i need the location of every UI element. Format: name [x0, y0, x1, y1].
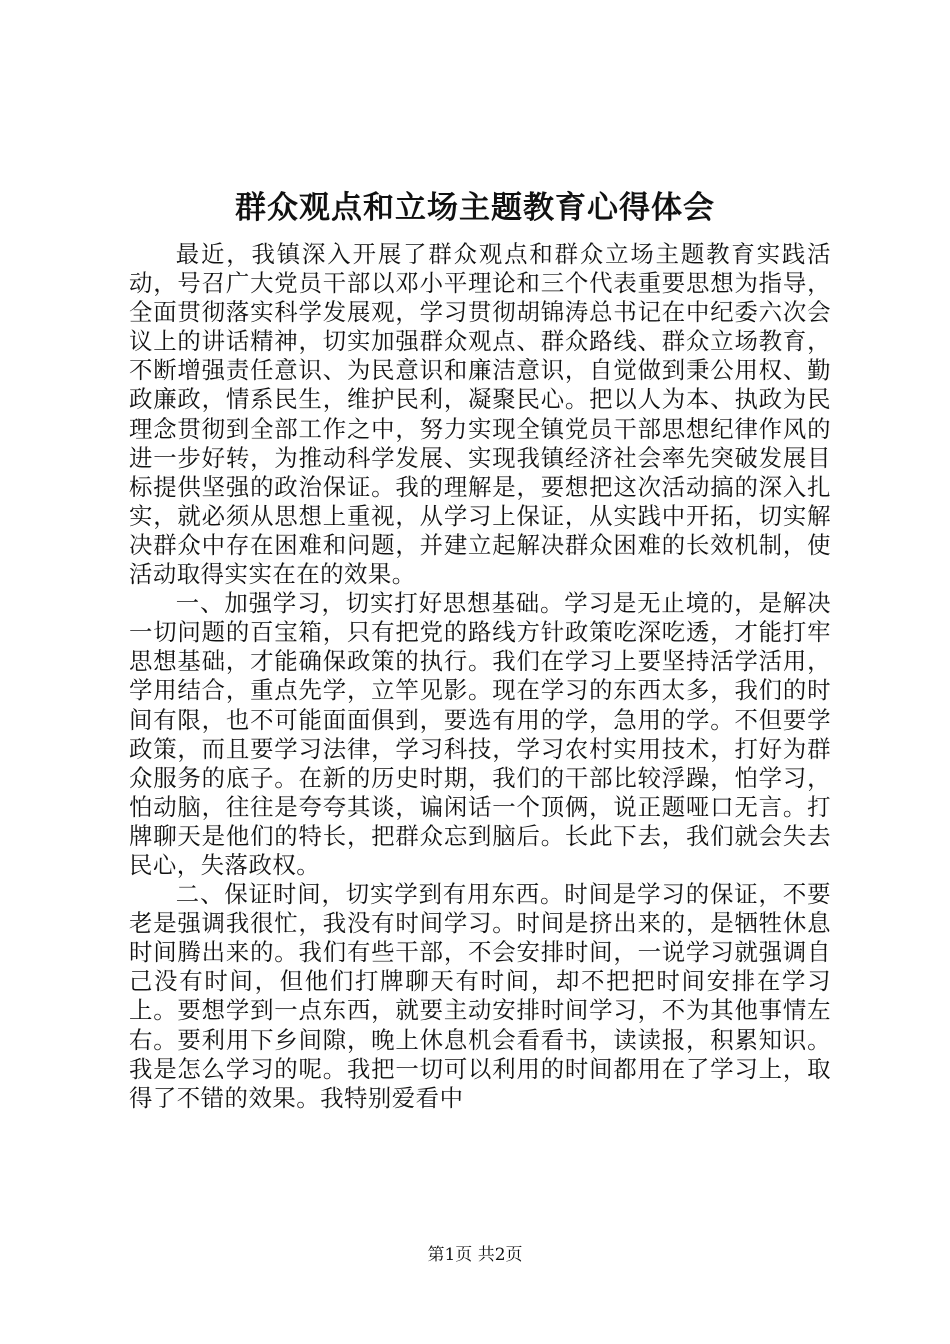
- document-body: [129, 240, 831, 1113]
- paragraph-section-2: 二、保证时间，切实学到有用东西。时间是学习的保证，不要老是强调我很忙，我没有时间学习。时间是挤出来的，是牺牲休息时间腾出来的。我们有些干部，不会安排时间，一说学习就强调自己没有时间，但他们打牌聊天有时间，却不把把时间安排在学习上。要想学到一点东西，就要主动安排时间学习，不为其他事情左右。要利用下乡间隙，晚上休息机会看看书，读读报，积累知识。我是怎么学习的呢。我把一切可以利用的时间都用在了学习上，取得了不错的效果。我特别爱看中: [129, 880, 831, 1112]
- paragraph-section-1: 一、加强学习，切实打好思想基础。学习是无止境的，是解决一切问题的百宝箱，只有把党的路线方针政策吃深吃透，才能打牢思想基础，才能确保政策的执行。我们在学习上要坚持活学活用，学用结合，重点先学，立竿见影。现在学习的东西太多，我们的时间有限，也不可能面面俱到，要选有用的学，急用的学。不但要学政策，而且要学习法律，学习科技，学习农村实用技术，打好为群众服务的底子。在新的历史时期，我们的干部比较浮躁，怕学习，怕动脑，往往是夸夸其谈，谝闲话一个顶俩，说正题哑口无言。打牌聊天是他们的特长，把群众忘到脑后。长此下去，我们就会失去民心，失落政权。: [129, 589, 831, 879]
- document-title: 群众观点和立场主题教育心得体会: [235, 190, 715, 226]
- paragraph-intro: 最近，我镇深入开展了群众观点和群众立场主题教育实践活动，号召广大党员干部以邓小平理论和三个代表重要思想为指导，全面贯彻落实科学发展观，学习贯彻胡锦涛总书记在中纪委六次会议上的讲话精神，切实加强群众观点、群众路线、群众立场教育，不断增强责任意识、为民意识和廉洁意识，自觉做到秉公用权、勤政廉政，情系民生，维护民利，凝聚民心。把以人为本、执政为民理念贯彻到全部工作之中，努力实现全镇党员干部思想纪律作风的进一步好转，为推动科学发展、实现我镇经济社会率先突破发展目标提供坚强的政治保证。我的理解是，要想把这次活动搞的深入扎实，就必须从思想上重视，从学习上保证，从实践中开拓，切实解决群众中存在困难和问题，并建立起解决群众困难的长效机制，使活动取得实实在在的效果。: [129, 240, 831, 589]
- page-number-footer: 第1页 共2页: [427, 1245, 523, 1265]
